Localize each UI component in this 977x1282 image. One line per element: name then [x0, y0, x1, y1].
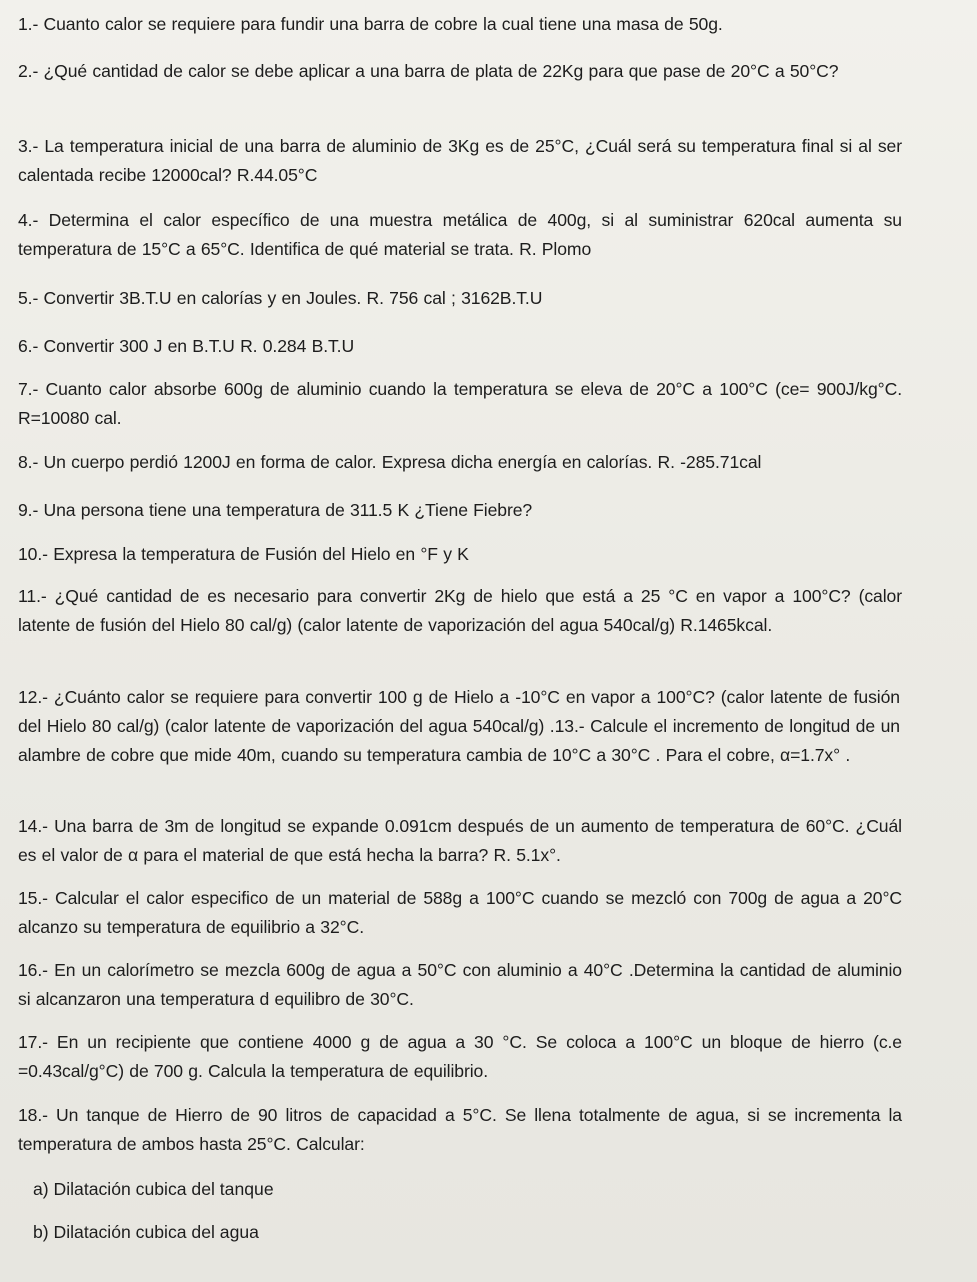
problem-17: 17.- En un recipiente que contiene 4000 g de agua a 30 °C. Se coloca a 100°C un bloque de hierro (c.e =0.43cal/g°C) de 700 g. Calcula la temperatura de equilibrio.	[18, 1032, 902, 1081]
subitem-b: b) Dilatación cubica del agua	[33, 1222, 259, 1242]
problem-3: 3.- La temperatura inicial de una barra de aluminio de 3Kg es de 25°C, ¿Cuál será su temperatura final si al ser calentada recibe 12000cal? R.44.05°C	[18, 136, 902, 185]
problem-11: 11.- ¿Qué cantidad de es necesario para convertir 2Kg de hielo que está a 25 °C en vapor a 100°C? (calor latente de fusión del Hielo 80 cal/g) (calor latente de vaporización del agua 540cal/g) R.1465kcal.	[18, 586, 902, 635]
problem-1: 1.- Cuanto calor se requiere para fundir una barra de cobre la cual tiene una masa de 50g.	[18, 14, 723, 34]
problem-7: 7.- Cuanto calor absorbe 600g de aluminio cuando la temperatura se eleva de 20°C a 100°C (ce= 900J/kg°C. R=10080 cal.	[18, 379, 902, 428]
problem-6: 6.- Convertir 300 J en B.T.U R. 0.284 B.T.U	[18, 336, 355, 356]
problem-18: 18.- Un tanque de Hierro de 90 litros de capacidad a 5°C. Se llena totalmente de agua, si se incrementa la temperatura de ambos hasta 25°C. Calcular:	[18, 1105, 902, 1154]
problem-12-13: 12.- ¿Cuánto calor se requiere para convertir 100 g de Hielo a -10°C en vapor a 100°C? (calor latente de fusión del Hielo 80 cal/g) (calor latente de vaporización del agua 540cal/g) .13.- Calcule el incremento de longitud de un alambre de cobre que mide 40m, cuando su temperatura cambia de 10°C a 30°C . Para el cobre, α=1.7x° .	[18, 687, 900, 765]
problem-4: 4.- Determina el calor específico de una muestra metálica de 400g, si al suministrar 620cal aumenta su temperatura de 15°C a 65°C. Identifica de qué material se trata. R. Plomo	[18, 210, 902, 259]
problem-16: 16.- En un calorímetro se mezcla 600g de agua a 50°C con aluminio a 40°C .Determina la cantidad de aluminio si alcanzaron una temperatura d equilibro de 30°C.	[18, 960, 902, 1009]
problem-10: 10.- Expresa la temperatura de Fusión del Hielo en °F y K	[18, 544, 469, 564]
problem-9: 9.- Una persona tiene una temperatura de 311.5 K ¿Tiene Fiebre?	[18, 500, 533, 520]
problem-8: 8.- Un cuerpo perdió 1200J en forma de calor. Expresa dicha energía en calorías. R. -285.71cal	[18, 452, 762, 472]
problem-14: 14.- Una barra de 3m de longitud se expande 0.091cm después de un aumento de temperatura de 60°C. ¿Cuál es el valor de α para el material de que está hecha la barra? R. 5.1x°.	[18, 816, 902, 865]
problem-15: 15.- Calcular el calor especifico de un material de 588g a 100°C cuando se mezcló con 700g de agua a 20°C alcanzo su temperatura de equilibrio a 32°C.	[18, 888, 902, 937]
subitem-a: a) Dilatación cubica del tanque	[33, 1179, 274, 1199]
problem-5: 5.- Convertir 3B.T.U en calorías y en Joules. R. 756 cal ; 3162B.T.U	[18, 288, 543, 308]
problem-2: 2.- ¿Qué cantidad de calor se debe aplicar a una barra de plata de 22Kg para que pase de 20°C a 50°C?	[18, 61, 839, 81]
